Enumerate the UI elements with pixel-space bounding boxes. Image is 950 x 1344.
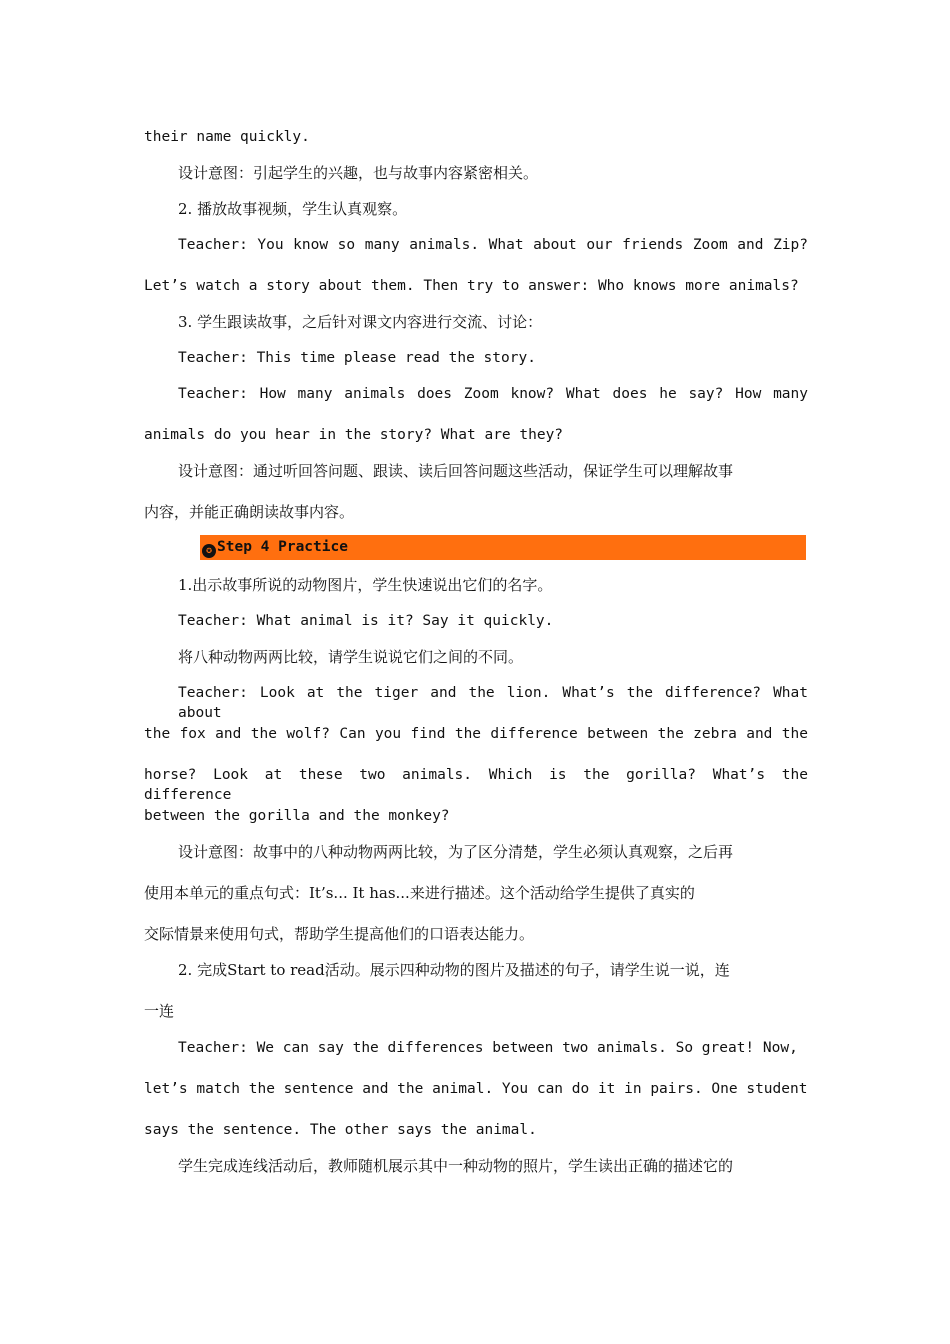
step-item-line: 2. 完成Start to read活动。展示四种动物的图片及描述的句子，请学生说一说，连 [178,961,730,979]
teacher-line: Teacher: What animal is it? Say it quickly. [178,613,554,629]
design-intent-line: 设计意图：引起学生的兴趣，也与故事内容紧密相关。 [178,164,539,182]
text-line: says the sentence. The other says the animal. [144,1122,537,1138]
text-line: 将八种动物两两比较，请学生说说它们之间的不同。 [178,648,524,666]
text-line: animals do you hear in the story? What are they? [144,427,564,443]
text-line: horse? Look at these two animals. Which is the gorilla? What’s the difference [144,767,808,803]
step-item-line: 3. 学生跟读故事，之后针对课文内容进行交流、讨论： [178,313,543,331]
design-intent-line: 设计意图：故事中的八种动物两两比较，为了区分清楚，学生必须认真观察，之后再 [178,843,734,861]
text-line: let’s match the sentence and the animal. You can do it in pairs. One student [144,1081,808,1097]
design-intent-line: 设计意图：通过听回答问题、跟读、读后回答问题这些活动，保证学生可以理解故事 [178,462,734,480]
step-heading [200,535,806,560]
text-line: 使用本单元的重点句式：It’s... It has...来进行描述。这个活动给学生提供了真实的 [144,884,695,902]
text-line: Let’s watch a story about them. Then try to answer: Who knows more animals? [144,278,799,294]
text-line: the fox and the wolf? Can you find the difference between the zebra and the [144,726,808,742]
text-line: 学生完成连线活动后，教师随机展示其中一种动物的照片，学生读出正确的描述它的 [178,1157,734,1175]
text-line: their name quickly. [144,129,310,145]
teacher-line: Teacher: You know so many animals. What about our friends Zoom and Zip? [178,237,808,253]
text-line: between the gorilla and the monkey? [144,808,450,824]
text-line: 交际情景来使用句式，帮助学生提高他们的口语表达能力。 [144,925,535,943]
text-line: 一连 [144,1002,175,1020]
star-circle-icon: ✪ [202,544,216,558]
teacher-line: Teacher: This time please read the story. [178,350,536,366]
text-line: 内容，并能正确朗读故事内容。 [144,503,355,521]
teacher-line: Teacher: We can say the differences between two animals. So great! Now, [178,1040,798,1056]
teacher-line: Teacher: How many animals does Zoom know? What does he say? How many [178,386,808,402]
teacher-line: Teacher: Look at the tiger and the lion. What’s the difference? What about [178,685,808,721]
step-item-line: 2. 播放故事视频，学生认真观察。 [178,200,408,218]
step-heading-label: Step 4 Practice [217,539,348,555]
step-item-line: 1.出示故事所说的动物图片，学生快速说出它们的名字。 [178,576,553,594]
